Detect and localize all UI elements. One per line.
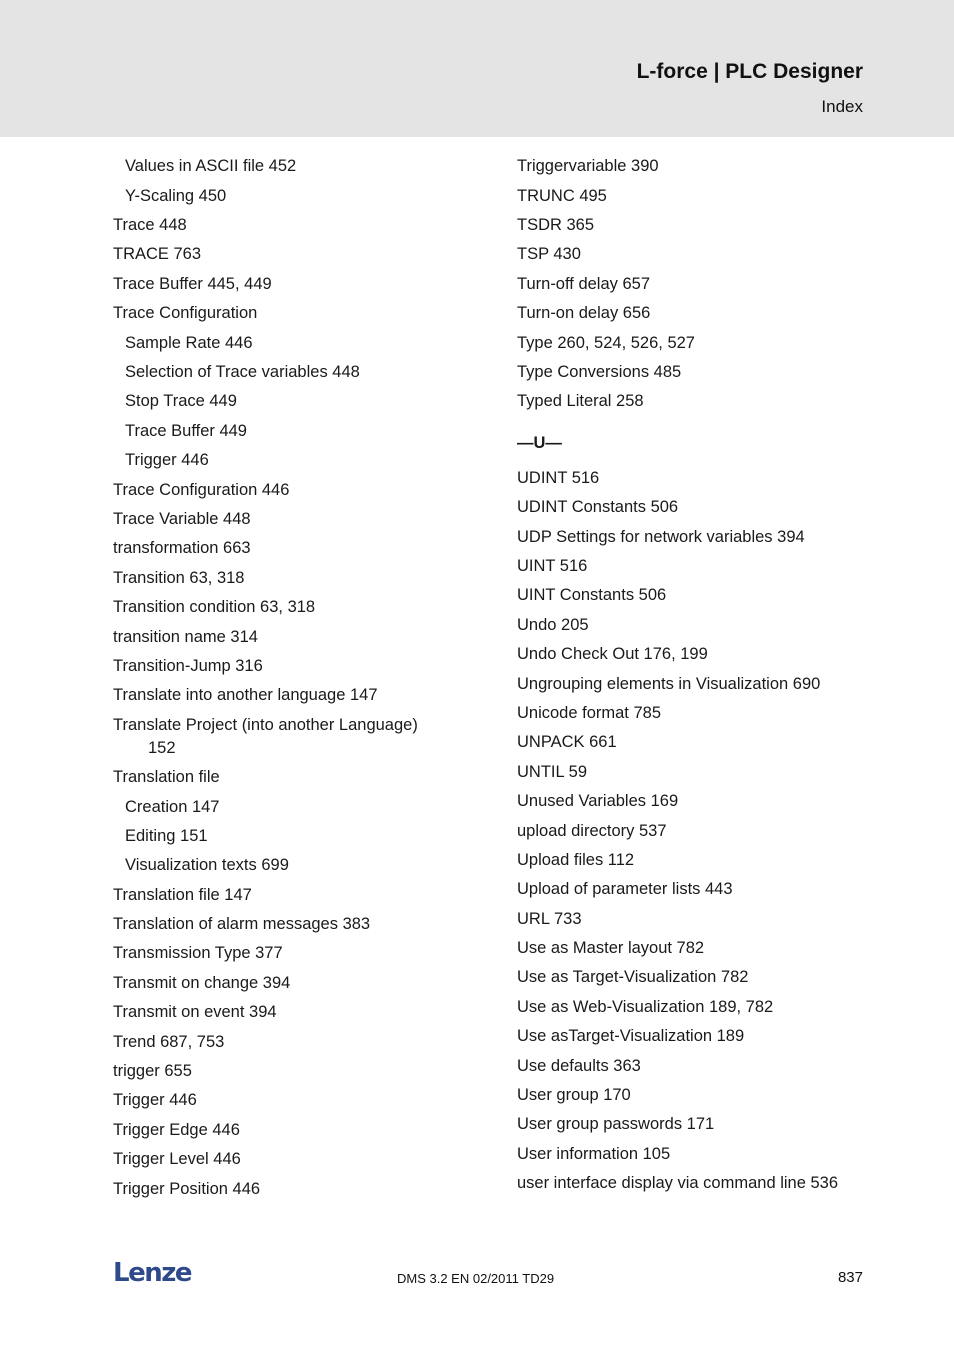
index-entry: Transmit on change 394 [113,973,291,992]
index-entry: UINT 516 [517,556,588,575]
index-entry: Transmit on event 394 [113,1003,277,1022]
index-entry: transformation 663 [113,539,251,558]
index-entry: Stop Trace 449 [125,392,237,411]
index-entry: Typed Literal 258 [517,392,644,411]
index-entry: Triggervariable 390 [517,157,659,176]
index-entry: URL 733 [517,909,582,928]
index-entry: Translation file 147 [113,885,252,904]
index-entry: TRUNC 495 [517,186,607,205]
index-entry: Creation 147 [125,797,220,816]
index-entry: user interface display via command line 536 [517,1174,839,1193]
index-entry: Translate Project (into another Language) 152 [113,710,443,762]
index-entry: Trigger 446 [125,451,209,470]
index-entry: Trace Configuration [113,304,258,323]
index-entry: Use as Target-Visualization 782 [517,968,749,987]
index-entry: UNPACK 661 [517,733,617,752]
index-group-u [517,464,877,1199]
index-entry: Trace 448 [113,216,187,235]
index-entry: Trace Buffer 445, 449 [113,274,272,293]
index-entry: Trigger Edge 446 [113,1120,240,1139]
index-entry: Translate into another language 147 [113,686,378,705]
index-entry: TSDR 365 [517,216,595,235]
index-entry: Trigger Position 446 [113,1179,261,1198]
index-entry: Type Conversions 485 [517,363,682,382]
index-entry: Undo Check Out 176, 199 [517,645,708,664]
index-entry-continuation: 152 [148,738,176,757]
letter-heading-u: —U— [517,433,562,452]
page-number: 837 [837,1269,863,1286]
index-column-right [517,152,877,1198]
index-entry: Upload of parameter lists 443 [517,880,733,899]
index-entry: Visualization texts 699 [125,856,289,875]
index-entry: UNTIL 59 [517,762,587,781]
lenze-logo: Lenze [113,1258,191,1288]
index-entry: Trace Variable 448 [113,509,251,528]
index-entry: TRACE 763 [113,245,202,264]
index-entry: Translation file [113,768,220,787]
index-entry: upload directory 537 [517,821,667,840]
index-entry: Trace Buffer 449 [125,421,247,440]
index-entry: Upload files 112 [517,850,635,869]
index-entry: User group 170 [517,1086,631,1105]
index-entry: Unused Variables 169 [517,792,679,811]
index-entry: User information 105 [517,1144,671,1163]
index-entry: trigger 655 [113,1062,192,1081]
index-entry: Turn-on delay 656 [517,304,651,323]
index-entry: Ungrouping elements in Visualization 690 [517,674,821,693]
index-entry: User group passwords 171 [517,1115,715,1134]
index-entry: Selection of Trace variables 448 [125,363,360,382]
section-title: Index [821,97,863,116]
page-header [0,0,954,137]
document-title: L-force | PLC Designer [636,60,863,83]
index-entry: UDINT 516 [517,468,600,487]
index-entry: Trigger Level 446 [113,1150,241,1169]
index-entry: Use defaults 363 [517,1056,641,1075]
index-entry: Transition-Jump 316 [113,656,263,675]
index-entry: transition name 314 [113,627,258,646]
index-entry: Transmission Type 377 [113,944,283,963]
index-entry: Trigger 446 [113,1091,197,1110]
index-entry: Trace Configuration 446 [113,480,290,499]
index-entry: Type 260, 524, 526, 527 [517,333,695,352]
index-entry: Transition 63, 318 [113,568,245,587]
index-entry: Use asTarget-Visualization 189 [517,1027,745,1046]
index-entry: Translation of alarm messages 383 [113,915,371,934]
index-entry: Use as Web-Visualization 189, 782 [517,997,774,1016]
index-entry: Values in ASCII file 452 [125,157,297,176]
index-entry: Y-Scaling 450 [125,186,227,205]
index-entry: UINT Constants 506 [517,586,667,605]
index-entry: Use as Master layout 782 [517,939,705,958]
index-entry: Transition condition 63, 318 [113,598,316,617]
document-id: DMS 3.2 EN 02/2011 TD29 [397,1271,555,1286]
index-entry: Unicode format 785 [517,703,661,722]
index-entry: Undo 205 [517,615,589,634]
index-entry: Trend 687, 753 [113,1032,225,1051]
index-entry: TSP 430 [517,245,581,264]
index-entry: Sample Rate 446 [125,333,253,352]
index-entry: UDINT Constants 506 [517,498,679,517]
index-entry: Turn-off delay 657 [517,274,650,293]
index-entry: UDP Settings for network variables 394 [517,527,805,546]
index-group-t [517,152,877,417]
index-entry: Editing 151 [125,826,208,845]
index-column-left [113,152,473,1204]
